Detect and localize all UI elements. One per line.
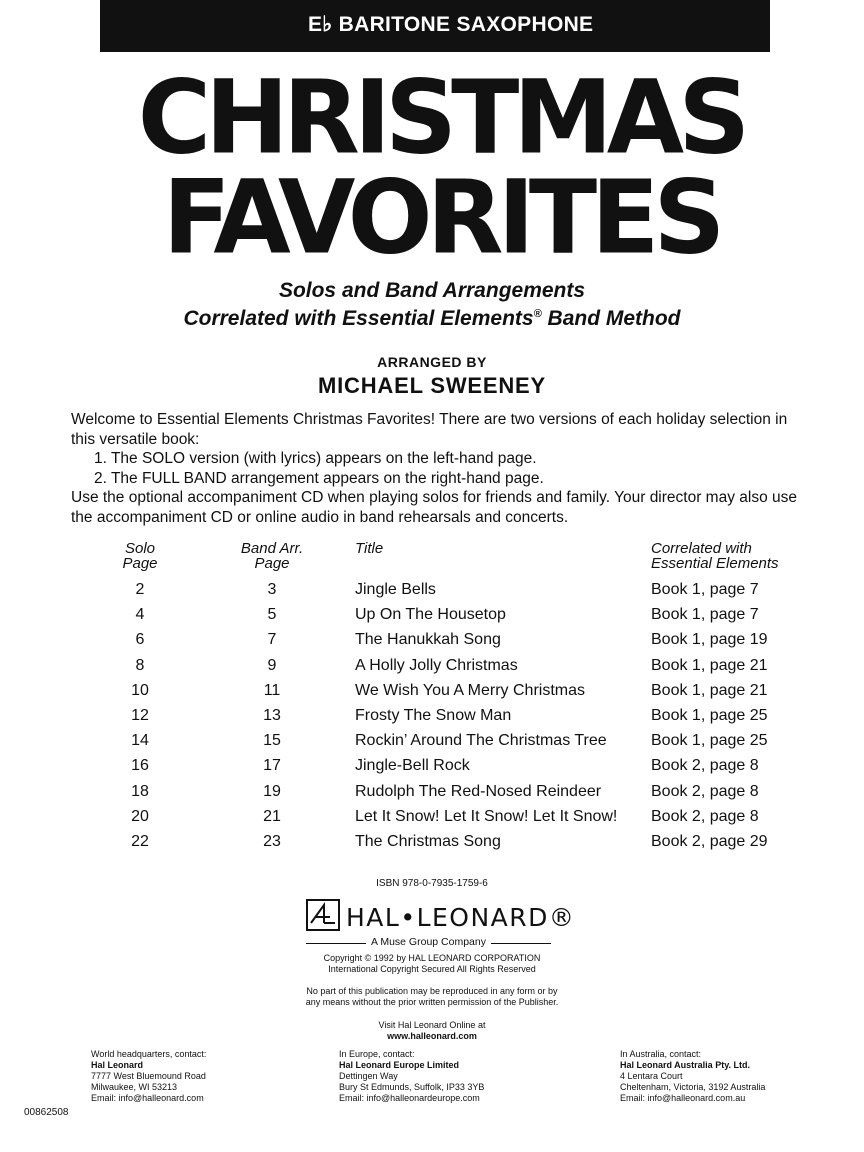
address-company: Hal Leonard Europe Limited bbox=[339, 1060, 460, 1070]
title-cell: Rudolph The Red-Nosed Reindeer bbox=[355, 782, 602, 800]
logo-box bbox=[306, 899, 340, 931]
correlation-cell: Book 1, page 7 bbox=[651, 606, 759, 624]
arranged-by-label: ARRANGED BY bbox=[377, 354, 487, 370]
title-cell: Frosty The Snow Man bbox=[355, 706, 512, 724]
registered-mark: ® bbox=[533, 308, 542, 320]
table-row bbox=[0, 628, 864, 653]
instrument-banner bbox=[100, 0, 770, 52]
contents-table bbox=[0, 578, 864, 855]
table-row bbox=[0, 830, 864, 855]
title-line-1: CHRISTMAS bbox=[137, 57, 745, 178]
title-cell: The Hanukkah Song bbox=[355, 631, 501, 649]
band-page-cell: 17 bbox=[263, 757, 281, 775]
copyright-1: Copyright © 1992 by HAL LEONARD CORPORATION bbox=[323, 953, 541, 963]
logo-wordmark: HAL•LEONARD® bbox=[346, 903, 576, 932]
correlation-cell: Book 2, page 8 bbox=[651, 782, 759, 800]
intro-text bbox=[71, 410, 811, 527]
instrument-label: E♭ BARITONE SAXOPHONE bbox=[308, 13, 594, 36]
table-row bbox=[0, 754, 864, 779]
title-cell: Rockin’ Around The Christmas Tree bbox=[355, 732, 607, 750]
title-cell: A Holly Jolly Christmas bbox=[355, 656, 518, 674]
table-row bbox=[0, 578, 864, 603]
correlation-cell: Book 1, page 19 bbox=[651, 631, 768, 649]
header-band-2: Page bbox=[254, 555, 290, 572]
solo-page-cell: 8 bbox=[135, 656, 145, 674]
table-row bbox=[0, 780, 864, 805]
hal-leonard-logo bbox=[306, 899, 576, 939]
solo-page-cell: 12 bbox=[131, 706, 149, 724]
title-cell: Jingle Bells bbox=[355, 581, 436, 598]
solo-page-cell: 6 bbox=[135, 631, 145, 649]
subtitle-part-a: Correlated with Essential Elements bbox=[183, 307, 534, 330]
item-code: 00862508 bbox=[24, 1107, 69, 1118]
header-solo-2: Page bbox=[122, 555, 158, 572]
address-europe bbox=[339, 1049, 484, 1104]
address-line: Milwaukee, WI 53213 bbox=[91, 1082, 178, 1092]
correlation-cell: Book 1, page 21 bbox=[651, 656, 768, 674]
address-email: Email: info@halleonard.com bbox=[91, 1093, 204, 1103]
header-corr-2: Essential Elements bbox=[651, 555, 779, 572]
band-page-cell: 15 bbox=[263, 732, 281, 750]
arranger-name: MICHAEL SWEENEY bbox=[318, 373, 546, 398]
address-australia bbox=[620, 1049, 765, 1104]
solo-page-cell: 18 bbox=[131, 782, 149, 800]
address-line: Dettingen Way bbox=[339, 1071, 398, 1081]
notice-1: No part of this publication may be reproduced in any form or by bbox=[306, 986, 558, 996]
table-row bbox=[0, 603, 864, 628]
header-title-text: Title bbox=[355, 540, 384, 557]
intro-item: 1. The SOLO version (with lyrics) appears on the left-hand page. bbox=[94, 450, 537, 467]
correlation-cell: Book 2, page 8 bbox=[651, 757, 759, 775]
correlation-cell: Book 1, page 25 bbox=[651, 706, 768, 724]
address-line: Bury St Edmunds, Suffolk, IP33 3YB bbox=[339, 1082, 485, 1092]
intro-line: Welcome to Essential Elements Christmas Favorites! There are two versions of each holiday selection in bbox=[71, 411, 788, 428]
address-company: Hal Leonard Australia Pty. Ltd. bbox=[620, 1060, 751, 1070]
header-corr-1: Correlated with bbox=[651, 540, 752, 557]
header-band-page bbox=[222, 541, 322, 571]
notice-2: any means without the prior written permission of the Publisher. bbox=[305, 997, 559, 1007]
band-page-cell: 9 bbox=[267, 656, 277, 674]
band-page-cell: 3 bbox=[267, 581, 277, 598]
table-row bbox=[0, 704, 864, 729]
solo-page-cell: 4 bbox=[135, 606, 145, 624]
band-page-cell: 11 bbox=[263, 681, 281, 699]
correlation-cell: Book 1, page 25 bbox=[651, 732, 768, 750]
intro-line: this versatile book: bbox=[71, 430, 200, 448]
address-line: Cheltenham, Victoria, 3192 Australia bbox=[620, 1082, 766, 1092]
address-company: Hal Leonard bbox=[91, 1060, 144, 1070]
solo-page-cell: 20 bbox=[131, 807, 149, 825]
address-email: Email: info@halleonardeurope.com bbox=[339, 1093, 480, 1103]
title-cell: The Christmas Song bbox=[355, 832, 501, 850]
subtitle-part-b: Band Method bbox=[541, 307, 681, 330]
subtitle-line-1: Solos and Band Arrangements bbox=[278, 279, 586, 302]
solo-page-cell: 2 bbox=[135, 581, 145, 598]
solo-page-cell: 16 bbox=[131, 757, 149, 775]
band-page-cell: 21 bbox=[263, 807, 281, 825]
band-page-cell: 13 bbox=[263, 706, 281, 724]
title-cell: Let It Snow! Let It Snow! Let It Snow! bbox=[355, 807, 618, 825]
isbn: ISBN 978-0-7935-1759-6 bbox=[376, 878, 488, 889]
title-cell: Jingle-Bell Rock bbox=[355, 757, 470, 775]
band-page-cell: 19 bbox=[263, 782, 281, 800]
subtitle-line-2 bbox=[0, 307, 864, 331]
table-row bbox=[0, 805, 864, 830]
table-row bbox=[0, 654, 864, 679]
solo-page-cell: 10 bbox=[131, 681, 149, 699]
band-page-cell: 5 bbox=[267, 606, 277, 624]
header-correlated bbox=[651, 541, 779, 571]
table-row bbox=[0, 729, 864, 754]
title-cell: We Wish You A Merry Christmas bbox=[355, 681, 585, 699]
header-solo-page bbox=[98, 541, 182, 571]
header-band-1: Band Arr. bbox=[240, 540, 304, 557]
correlation-cell: Book 2, page 8 bbox=[651, 807, 759, 825]
title-cell: Up On The Housetop bbox=[355, 606, 506, 624]
header-title bbox=[355, 541, 383, 556]
muse-group-line: A Muse Group Company bbox=[306, 936, 551, 948]
solo-page-cell: 14 bbox=[131, 732, 149, 750]
copyright-2: International Copyright Secured All Rights Reserved bbox=[328, 964, 536, 974]
address-line: World headquarters, contact: bbox=[91, 1049, 207, 1059]
correlation-cell: Book 1, page 21 bbox=[651, 681, 768, 699]
website-link[interactable]: www.halleonard.com bbox=[387, 1031, 477, 1041]
address-line: In Europe, contact: bbox=[339, 1049, 415, 1059]
title-line-2: FAVORITES bbox=[162, 157, 720, 278]
band-page-cell: 23 bbox=[263, 832, 281, 850]
address-world bbox=[91, 1049, 206, 1104]
header-solo-1: Solo bbox=[124, 540, 156, 557]
visit-text: Visit Hal Leonard Online at bbox=[378, 1020, 486, 1030]
intro-item: 2. The FULL BAND arrangement appears on the right-hand page. bbox=[94, 469, 544, 487]
solo-page-cell: 22 bbox=[131, 832, 149, 850]
correlation-cell: Book 1, page 7 bbox=[651, 581, 759, 598]
address-line: 4 Lentara Court bbox=[620, 1071, 683, 1081]
logo-mark-icon bbox=[308, 901, 338, 929]
address-line: 7777 West Bluemound Road bbox=[91, 1071, 206, 1081]
address-line: In Australia, contact: bbox=[620, 1049, 702, 1059]
table-row bbox=[0, 679, 864, 704]
band-page-cell: 7 bbox=[267, 631, 277, 649]
intro-line: the accompaniment CD or online audio in band rehearsals and concerts. bbox=[71, 508, 569, 526]
correlation-cell: Book 2, page 29 bbox=[651, 832, 768, 850]
address-email: Email: info@halleonard.com.au bbox=[620, 1093, 746, 1103]
intro-line: Use the optional accompaniment CD when playing solos for friends and family. Your director may also use bbox=[71, 489, 798, 506]
